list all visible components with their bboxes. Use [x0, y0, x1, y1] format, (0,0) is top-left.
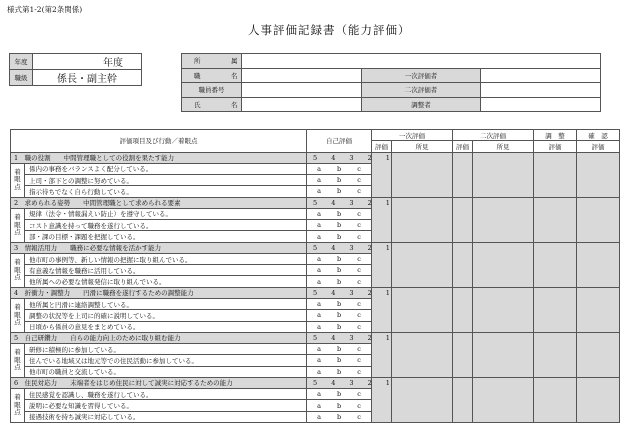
second-rating-cell[interactable] — [453, 242, 473, 287]
item-abc-scale[interactable]: a b c — [307, 400, 372, 411]
item-abc-scale[interactable]: a b c — [307, 253, 372, 264]
item-abc-scale[interactable]: a b c — [307, 298, 372, 309]
second-opinion-cell[interactable] — [473, 242, 534, 287]
focus-item: 他所属と円滑に連絡調整している。 — [25, 298, 307, 309]
second-opinion-cell[interactable] — [473, 152, 534, 197]
second-opinion-cell[interactable] — [473, 287, 534, 332]
rank-field[interactable]: 係長・副主幹 — [33, 70, 142, 86]
second-rating-header: 評価 — [453, 141, 473, 152]
year-label: 年度 — [10, 54, 33, 70]
item-abc-scale[interactable]: a b c — [307, 231, 372, 242]
confirm-rating-cell[interactable] — [577, 242, 620, 287]
focus-item: 説明に必要な知識を習得している。 — [25, 400, 307, 411]
items-header: 評価項目及び行動／着眼点 — [11, 130, 307, 153]
item-abc-scale[interactable]: a b c — [307, 411, 372, 422]
category-title: 3 情報活用力 職務に必要な情報を活かす能力 — [11, 242, 307, 253]
first-evaluator-field[interactable] — [481, 68, 601, 83]
adjust-rating-cell[interactable] — [534, 152, 577, 197]
second-rating-cell[interactable] — [453, 197, 473, 242]
first-eval-header: 一次評価 — [372, 130, 453, 141]
item-abc-scale[interactable]: a b c — [307, 208, 372, 219]
adjust-header: 調 整 — [534, 130, 577, 141]
evaluation-table — [10, 129, 620, 423]
focus-point-label: 着眼点 — [11, 208, 25, 242]
item-abc-scale[interactable]: a b c — [307, 175, 372, 186]
focus-item: 部・課の目標・課題を把握している。 — [25, 231, 307, 242]
confirm-rating-header: 評価 — [577, 141, 620, 152]
focus-item: 他市町の事例等、新しい情報の把握に取り組んでいる。 — [25, 253, 307, 264]
item-abc-scale[interactable]: a b c — [307, 186, 372, 197]
first-opinion-cell[interactable] — [392, 287, 453, 332]
self-eval-scale[interactable]: 5 4 3 2 1 — [307, 197, 372, 208]
item-abc-scale[interactable]: a b c — [307, 366, 372, 377]
staff-no-label: 職員番号 — [182, 83, 242, 98]
second-rating-cell[interactable] — [453, 332, 473, 377]
category-title: 5 自己研鑽力 自らの能力向上のために取り組む能力 — [11, 332, 307, 343]
first-evaluator-label: 一次評価者 — [361, 68, 481, 83]
item-abc-scale[interactable]: a b c — [307, 344, 372, 355]
rank-label: 職級 — [10, 70, 33, 86]
focus-point-label: 着眼点 — [11, 344, 25, 378]
item-abc-scale[interactable]: a b c — [307, 310, 372, 321]
employee-info-table — [181, 53, 601, 112]
focus-item: 係内の事務をバランスよく配分している。 — [25, 163, 307, 174]
self-eval-scale[interactable]: 5 4 3 2 1 — [307, 377, 372, 388]
second-opinion-cell[interactable] — [473, 197, 534, 242]
name-field[interactable] — [242, 97, 362, 112]
second-rating-cell[interactable] — [453, 377, 473, 422]
second-rating-cell[interactable] — [453, 287, 473, 332]
self-eval-scale[interactable]: 5 4 3 2 1 — [307, 332, 372, 343]
post-label: 職 名 — [182, 68, 242, 83]
focus-item: 有意義な情報を職務に活用している。 — [25, 265, 307, 276]
adjust-rating-cell[interactable] — [534, 287, 577, 332]
second-opinion-header: 所見 — [473, 141, 534, 152]
focus-item: コスト意識を持って職務を遂行している。 — [25, 220, 307, 231]
focus-item: 上司・部下との調整に努めている。 — [25, 175, 307, 186]
categories-body — [11, 152, 620, 422]
focus-item: 調整の状況等を上司に的確に説明している。 — [25, 310, 307, 321]
second-eval-header: 二次評価 — [453, 130, 534, 141]
second-opinion-cell[interactable] — [473, 377, 534, 422]
item-abc-scale[interactable]: a b c — [307, 355, 372, 366]
item-abc-scale[interactable]: a b c — [307, 389, 372, 400]
focus-item: 日頃から係員の意見をまとめている。 — [25, 321, 307, 332]
first-opinion-header: 所見 — [392, 141, 453, 152]
dept-field[interactable] — [242, 54, 601, 69]
staff-no-field[interactable] — [242, 83, 362, 98]
category-title: 1 職の役割 中間管理職としての役割を果たす能力 — [11, 152, 307, 163]
adjust-rating-cell[interactable] — [534, 197, 577, 242]
form-number-label: 様式第1-2(第2条関係) — [7, 5, 83, 14]
adjust-rating-cell[interactable] — [534, 242, 577, 287]
first-opinion-cell[interactable] — [392, 377, 453, 422]
item-abc-scale[interactable]: a b c — [307, 321, 372, 332]
confirm-rating-cell[interactable] — [577, 197, 620, 242]
confirm-rating-cell[interactable] — [577, 332, 620, 377]
category-title: 6 住民対応力 末端者をはじめ住民に対して誠実に対応するための能力 — [11, 377, 307, 388]
second-evaluator-label: 二次評価者 — [361, 83, 481, 98]
adjuster-field[interactable] — [481, 97, 601, 112]
self-eval-scale[interactable]: 5 4 3 2 1 — [307, 242, 372, 253]
category-title: 4 折衝力・調整力 円滑に職務を遂行するための調整能力 — [11, 287, 307, 298]
focus-item: 住んでいる地域又は地元等での住民活動に参加している。 — [25, 355, 307, 366]
item-abc-scale[interactable]: a b c — [307, 163, 372, 174]
second-opinion-cell[interactable] — [473, 332, 534, 377]
item-abc-scale[interactable]: a b c — [307, 265, 372, 276]
self-eval-header: 自己評価 — [307, 130, 372, 153]
first-rating-header: 評価 — [372, 141, 392, 152]
confirm-rating-cell[interactable] — [577, 152, 620, 197]
item-abc-scale[interactable]: a b c — [307, 276, 372, 287]
self-eval-scale[interactable]: 5 4 3 2 1 — [307, 287, 372, 298]
second-evaluator-field[interactable] — [481, 83, 601, 98]
year-field[interactable]: 年度 — [33, 54, 142, 70]
first-opinion-cell[interactable] — [392, 197, 453, 242]
focus-point-label: 着眼点 — [11, 253, 25, 287]
name-label: 氏 名 — [182, 97, 242, 112]
first-opinion-cell[interactable] — [392, 152, 453, 197]
confirm-rating-cell[interactable] — [577, 287, 620, 332]
adjust-rating-header: 評価 — [534, 141, 577, 152]
first-opinion-cell[interactable] — [392, 242, 453, 287]
focus-point-label: 着眼点 — [11, 298, 25, 332]
page-title: 人事評価記録書（能力評価） — [248, 23, 411, 37]
confirm-header: 確 認 — [577, 130, 620, 141]
adjuster-label: 調整者 — [361, 97, 481, 112]
first-opinion-cell[interactable] — [392, 332, 453, 377]
focus-item: 他所属への必要な情報発信に取り組んでいる。 — [25, 276, 307, 287]
year-rank-table — [9, 53, 142, 86]
focus-point-label: 着眼点 — [11, 389, 25, 423]
focus-item: 住民感覚を認識し、職務を遂行している。 — [25, 389, 307, 400]
focus-item: 接遇技術を持ち誠実に対応している。 — [25, 411, 307, 422]
self-eval-scale[interactable]: 5 4 3 2 1 — [307, 152, 372, 163]
adjust-rating-cell[interactable] — [534, 332, 577, 377]
focus-item: 指示待ちでなく自ら行動している。 — [25, 186, 307, 197]
adjust-rating-cell[interactable] — [534, 377, 577, 422]
item-abc-scale[interactable]: a b c — [307, 220, 372, 231]
focus-item: 規律（法令・情報漏えい防止）を遵守している。 — [25, 208, 307, 219]
focus-item: 研修に積極的に参加している。 — [25, 344, 307, 355]
confirm-rating-cell[interactable] — [577, 377, 620, 422]
focus-item: 他市町の職員と交流している。 — [25, 366, 307, 377]
post-field[interactable] — [242, 68, 362, 83]
second-rating-cell[interactable] — [453, 152, 473, 197]
dept-label: 所 属 — [182, 54, 242, 69]
focus-point-label: 着眼点 — [11, 163, 25, 197]
category-title: 2 求められる姿勢 中間管理職として求められる要素 — [11, 197, 307, 208]
